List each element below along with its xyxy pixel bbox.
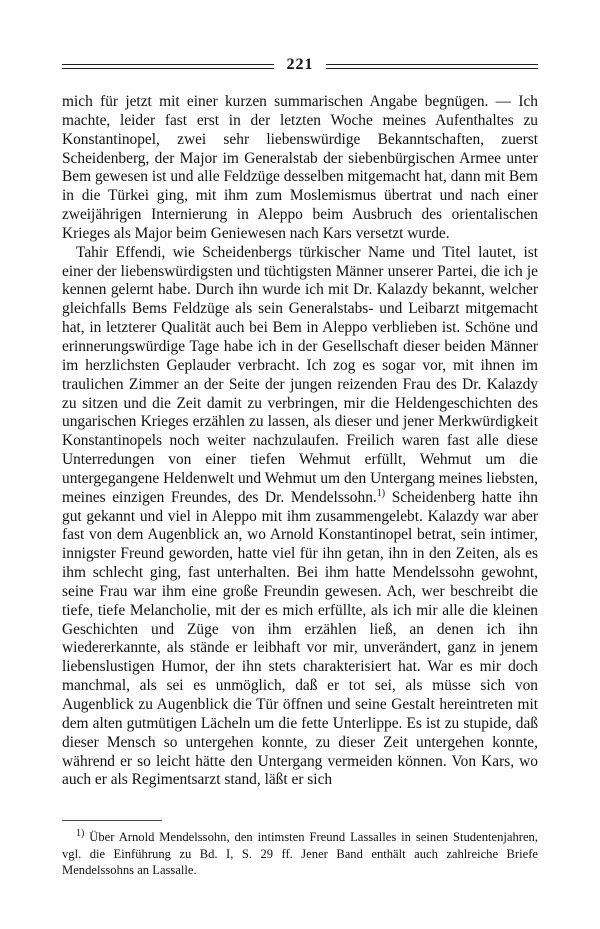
footnote-reference: 1) — [376, 487, 386, 499]
footnote-marker: 1) — [76, 827, 85, 839]
paragraph-1 — [62, 93, 538, 244]
footnotes — [62, 820, 538, 879]
paragraph-2 — [62, 244, 538, 790]
header-rule-right — [326, 64, 538, 69]
paragraph-2-text-a: Tahir Effendi, wie Scheidenbergs türkischer Name und Titel lautet, ist einer der liebenswürdigsten und tüchtigsten Männer unserer Partei, die ich je kennen gelernt habe. Durch ihn wurde ich mit Dr. Kalazdy bekannt, welcher gleichfalls Bems Feldzüge als sein Generalstabs- und Leibarzt mitgemacht hat, in letzterer Qualität auch bei Bem in Aleppo verblieben ist. Schöne und erinnerungswürdige Tage habe ich in der Gesellschaft dieser beiden Männer im herzlichsten Geplauder verbracht. Ich zog es sogar vor, mit ihnen im traulichen Zimmer an der Seite der jungen reizenden Frau des Dr. Kalazdy zu sitzen und die Zeit damit zu verbringen, mir die Heldengeschichten des ungarischen Krieges erzählen zu lassen, als dieser und jener Merkwürdigkeit Konstantinopels noch weiter nachzulaufen. Freilich waren fast alle diese Unterredungen von einer tiefen Wehmut erfüllt, Wehmut um die untergegangene Heldenwelt und Wehmut um den Untergang meines liebsten, meines einzigen Freundes, des Dr. Mendelssohn. — [62, 243, 538, 506]
body-text — [62, 93, 538, 790]
footnote-divider — [62, 820, 162, 821]
footnote-1-text: Über Arnold Mendelssohn, den intimsten Freund Lassalles in seinen Studentenjahren, vgl. die Einführung zu Bd. I, S. 29 ff. Jener Band enthält auch zahlreiche Briefe Mendelssohns an Lassalle. — [62, 830, 538, 877]
paragraph-2-text-b: Scheidenberg hatte ihn gut gekannt und viel in Aleppo mit ihm zusammengelebt. Kalazdy war aber fast von dem Augenblick an, wo Arnold Konstantinopel betrat, sein intimer, innigster Freund geworden, hatte viel für ihn getan, ihn in den Zeiten, als es ihm schlecht ging, fast unterhalten. Bei ihm hatte Mendelssohn gewohnt, seine Frau war ihm eine große Freundin gewesen. Ach, wer beschreibt die tiefe, tiefe Melancholie, mit der es mich erfüllte, als ich mir alle die kleinen Geschichten und Züge von ihm erzählen ließ, an denen ich ihn wiedererkannte, als stände er leibhaft vor mir, unverändert, ganz in jenem liebenslustigen Humor, der ihn stets charakterisiert hat. War es mir doch manchmal, als sei es unmöglich, daß er tot sei, als müsse sich von Augenblick zu Augenblick die Tür öffnen und seine Gestalt hereintreten mit dem alten gutmütigen Lächeln um die fette Unterlippe. Es ist zu stupide, daß dieser Mensch so untergehen konnte, zu dieser Zeit untergehen konnte, während er so leicht hätte den Untergang vermeiden können. Von Kars, wo auch er als Regimentsarzt stand, läßt er sich — [62, 488, 538, 789]
page-number: 221 — [286, 56, 314, 73]
paragraph-1-text: mich für jetzt mit einer kurzen summarischen Angabe begnügen. — Ich machte, leider fast erst in der letzten Woche meines Aufenthaltes zu Konstantinopel, zwei sehr liebenswürdige Bekanntschaften, zuerst Scheidenberg, der Major im Generalstab der siebenbürgischen Armee unter Bem gewesen ist und alle Feldzüge desselben mitgemacht hat, dann mit Bem in die Türkei ging, mit ihm zum Moslemismus übertrat und nach einer zweijährigen Internierung in Aleppo beim Ausbruch des orientalischen Krieges als Major beim Geniewesen nach Kars versetzt wurde. — [62, 93, 538, 242]
page-header — [62, 56, 538, 80]
footnote-1 — [62, 829, 538, 879]
